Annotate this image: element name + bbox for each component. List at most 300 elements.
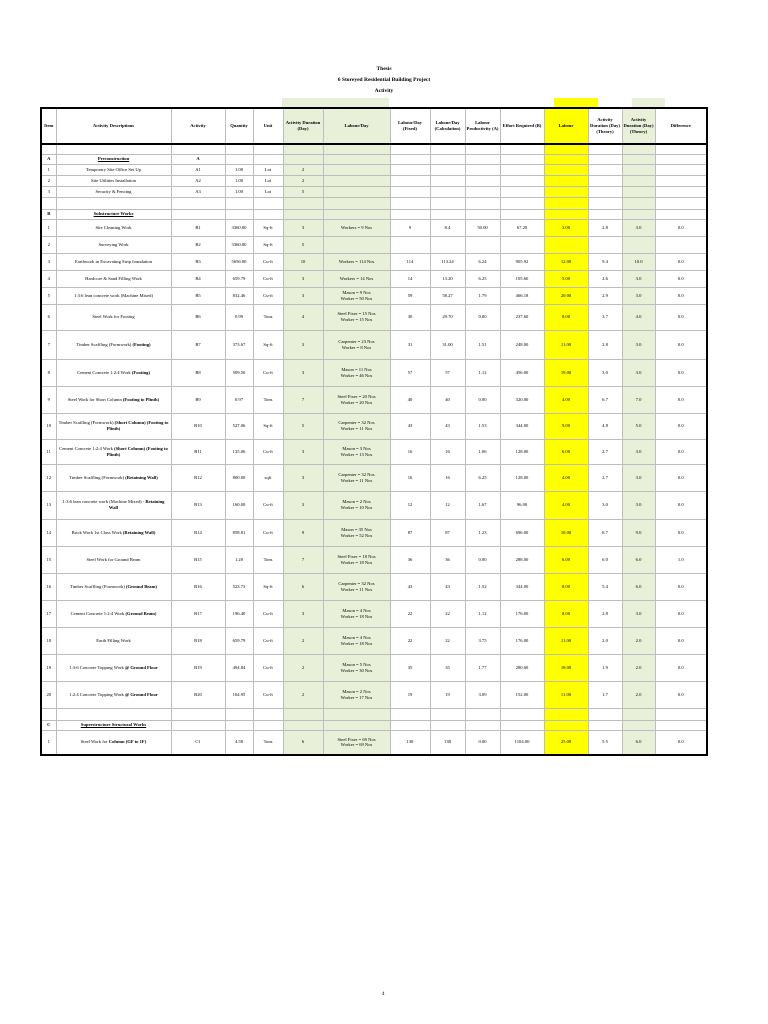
cell-duration-theory-1: 2.0 <box>588 627 622 654</box>
cell-item: 12 <box>41 464 56 491</box>
cell-description: Timber Scaffling (Formwork) (Footing) <box>56 330 171 359</box>
cell-difference: 0.0 <box>655 270 707 287</box>
cell-difference <box>655 197 707 209</box>
doc-title: Thesis <box>376 66 392 72</box>
cell-duration-theory-2: 3.0 <box>622 287 655 304</box>
cell-duration: 2 <box>283 654 323 681</box>
cell-activity <box>171 144 225 154</box>
section-row <box>41 720 707 730</box>
cell-quantity: 509.50 <box>225 359 253 386</box>
cell-labour-day <box>323 186 390 197</box>
cell-unit: Lot <box>253 164 283 175</box>
cell-productivity <box>465 708 500 720</box>
cell-labour: 3.00 <box>544 219 588 236</box>
cell-labour-day: Workers = 9 Nos <box>323 219 390 236</box>
cell-labour-day: Mason = 4 Nos Worker = 18 Nos <box>323 627 390 654</box>
cell-effort <box>500 708 544 720</box>
cell-labour-calc <box>430 164 465 175</box>
doc-subtitle: 6 Storeyed Residential Building Project <box>337 77 431 83</box>
cell-labour-fixed: 12 <box>390 491 430 519</box>
cell-labour <box>544 720 588 730</box>
cell-duration-theory-2 <box>622 164 655 175</box>
activity-table <box>40 107 708 756</box>
cell-productivity <box>465 154 500 164</box>
cell-activity: B12 <box>171 464 225 491</box>
cell-labour-day: Mason = 5 Nos Worker = 30 Nos <box>323 654 390 681</box>
cell-difference: 1.0 <box>655 546 707 573</box>
cell-labour-calc: 16 <box>430 439 465 464</box>
cell-labour-fixed: 35 <box>390 654 430 681</box>
cell-duration-theory-2: 3.0 <box>622 219 655 236</box>
cell-description: Surveying Work <box>56 236 171 253</box>
cell-difference: 0.0 <box>655 219 707 236</box>
cell-duration-theory-1 <box>588 236 622 253</box>
cell-activity: B11 <box>171 439 225 464</box>
cell-duration-theory-1 <box>588 708 622 720</box>
cell-productivity: 1.23 <box>465 519 500 546</box>
cell-activity: B18 <box>171 627 225 654</box>
cell-labour-fixed <box>390 197 430 209</box>
cell-duration-theory-2: 3.0 <box>622 600 655 627</box>
cell-duration: 3 <box>283 330 323 359</box>
cell-activity: A1 <box>171 164 225 175</box>
cell-description: 1:3:6 lean concrete work (Machine Mixed) - Retaining Wall <box>56 491 171 519</box>
cell-unit: Tons <box>253 304 283 330</box>
table-header-row <box>41 108 707 144</box>
cell-unit <box>253 708 283 720</box>
cell-item: 20 <box>41 681 56 708</box>
cell-quantity: 527.06 <box>225 413 253 439</box>
table-row <box>41 681 707 708</box>
cell-duration-theory-2: 2.0 <box>622 681 655 708</box>
cell-productivity: 0.00 <box>465 386 500 413</box>
cell-quantity: 1.20 <box>225 546 253 573</box>
cell-duration: 2 <box>283 164 323 175</box>
cell-difference: 0.0 <box>655 464 707 491</box>
cell-item: 1 <box>41 219 56 236</box>
cell-unit <box>253 720 283 730</box>
cell-productivity: 1.53 <box>465 413 500 439</box>
cell-labour-fixed: 19 <box>390 681 430 708</box>
cell-activity: B16 <box>171 573 225 600</box>
cell-difference: 0.0 <box>655 413 707 439</box>
cell-duration-theory-2: 3.0 <box>622 270 655 287</box>
cell-activity: B3 <box>171 253 225 270</box>
cell-quantity <box>225 720 253 730</box>
cell-item: 4 <box>41 270 56 287</box>
cell-labour-day <box>323 209 390 219</box>
cell-description <box>56 144 171 154</box>
cell-item <box>41 197 56 209</box>
cell-labour-fixed: 57 <box>390 359 430 386</box>
cell-description: Timber Scaffling (Formwork) (Ground Beam) <box>56 573 171 600</box>
cell-labour-calc: 8.4 <box>430 219 465 236</box>
cell-labour <box>544 186 588 197</box>
cell-duration: 7 <box>283 546 323 573</box>
cell-labour: 5.00 <box>544 270 588 287</box>
cell-quantity: 0.99 <box>225 304 253 330</box>
cell-activity: B10 <box>171 413 225 439</box>
table-row <box>41 219 707 236</box>
cell-activity: B14 <box>171 519 225 546</box>
cell-productivity: 6.25 <box>465 464 500 491</box>
cell-productivity: 1.06 <box>465 439 500 464</box>
cell-productivity: 1.12 <box>465 359 500 386</box>
cell-duration: 5 <box>283 186 323 197</box>
cell-unit: Sq-ft <box>253 413 283 439</box>
cell-item: 14 <box>41 519 56 546</box>
cell-duration: 9 <box>283 519 323 546</box>
cell-quantity <box>225 209 253 219</box>
cell-description: Steel Work for Footing <box>56 304 171 330</box>
cell-item: 13 <box>41 491 56 519</box>
table-row <box>41 386 707 413</box>
cell-duration-theory-1 <box>588 186 622 197</box>
cell-unit <box>253 209 283 219</box>
header-labour-day: Labour/Day <box>323 108 390 144</box>
table-row <box>41 546 707 573</box>
cell-unit: Tons <box>253 386 283 413</box>
cell-labour-day <box>323 236 390 253</box>
cell-description: Substructure Works <box>56 209 171 219</box>
cell-duration: 3 <box>283 439 323 464</box>
cell-effort: 344.00 <box>500 573 544 600</box>
cell-labour: 19.00 <box>544 359 588 386</box>
cell-duration-theory-2: 3.0 <box>622 330 655 359</box>
cell-activity <box>171 209 225 219</box>
cell-quantity: 832.46 <box>225 287 253 304</box>
cell-labour-day: Mason = 4 Nos Worker = 18 Nos <box>323 600 390 627</box>
header-duration-theory-1: Activity Duration (Day) (Theory) <box>588 108 622 144</box>
cell-duration: 3 <box>283 359 323 386</box>
cell-duration-theory-2: 4.0 <box>622 304 655 330</box>
table-row <box>41 627 707 654</box>
cell-labour-fixed: 36 <box>390 546 430 573</box>
cell-duration-theory-2: 5.0 <box>622 413 655 439</box>
cell-difference <box>655 209 707 219</box>
cell-activity: B2 <box>171 236 225 253</box>
page-number: 4 <box>382 992 385 997</box>
cell-effort <box>500 186 544 197</box>
cell-difference: 0.0 <box>655 439 707 464</box>
cell-difference: 0.0 <box>655 681 707 708</box>
cell-productivity <box>465 186 500 197</box>
cell-labour-day <box>323 720 390 730</box>
cell-unit: Cu-ft <box>253 600 283 627</box>
cell-description: Preconstruction <box>56 154 171 164</box>
section-row <box>41 154 707 164</box>
cell-difference <box>655 708 707 720</box>
header-item: Item <box>41 108 56 144</box>
cell-productivity <box>465 164 500 175</box>
cell-duration-theory-2: 7.0 <box>622 386 655 413</box>
cell-labour-calc <box>430 236 465 253</box>
cell-effort <box>500 720 544 730</box>
cell-duration-theory-1: 6.7 <box>588 386 622 413</box>
cell-unit: Tons <box>253 546 283 573</box>
table-row <box>41 413 707 439</box>
cell-labour-day <box>323 175 390 186</box>
cell-labour-fixed: 31 <box>390 330 430 359</box>
cell-productivity: 0.00 <box>465 546 500 573</box>
table-body <box>41 144 707 755</box>
cell-description: Earth Filling Work <box>56 627 171 654</box>
cell-quantity: 659.79 <box>225 627 253 654</box>
cell-labour-fixed: 40 <box>390 386 430 413</box>
cell-productivity: 3.09 <box>465 681 500 708</box>
cell-quantity: 164.95 <box>225 681 253 708</box>
cell-productivity <box>465 720 500 730</box>
cell-duration-theory-1: 1.9 <box>588 654 622 681</box>
cell-duration: 3 <box>283 219 323 236</box>
cell-duration: 7 <box>283 386 323 413</box>
cell-labour-day <box>323 144 390 154</box>
doc-sheet-name: Activity <box>374 88 394 94</box>
cell-item: 7 <box>41 330 56 359</box>
cell-duration: 5 <box>283 413 323 439</box>
cell-effort <box>500 197 544 209</box>
cell-duration-theory-2 <box>622 708 655 720</box>
cell-productivity <box>465 197 500 209</box>
cell-activity: B13 <box>171 491 225 519</box>
table-row <box>41 359 707 386</box>
cell-duration: 2 <box>283 627 323 654</box>
cell-duration: 2 <box>283 681 323 708</box>
cell-labour-fixed: 87 <box>390 519 430 546</box>
cell-labour-fixed <box>390 164 430 175</box>
cell-item: 9 <box>41 386 56 413</box>
cell-labour-day: Steel Fixer = 18 Nos Worker = 18 Nos <box>323 546 390 573</box>
cell-description: Site Utilities Installation <box>56 175 171 186</box>
cell-quantity: 523.73 <box>225 573 253 600</box>
cell-activity: B19 <box>171 654 225 681</box>
cell-unit: Cu-ft <box>253 654 283 681</box>
table-row <box>41 175 707 186</box>
cell-labour-calc: 16 <box>430 464 465 491</box>
cell-duration-theory-1 <box>588 144 622 154</box>
cell-difference: 0.0 <box>655 287 707 304</box>
cell-item: 17 <box>41 600 56 627</box>
cell-description: 1:3:6 lean concrete work (Machine Mixed) <box>56 287 171 304</box>
cell-duration-theory-1: 2.8 <box>588 330 622 359</box>
header-duration: Activity Duration (Day) <box>283 108 323 144</box>
cell-activity: B6 <box>171 304 225 330</box>
cell-unit: Sq-ft <box>253 236 283 253</box>
cell-labour-day: Steel Fixer = 69 Nos Worker = 69 Nos <box>323 730 390 755</box>
table-row <box>41 519 707 546</box>
cell-effort: 176.00 <box>500 600 544 627</box>
cell-duration-theory-2: 3.0 <box>622 439 655 464</box>
cell-productivity: 0.00 <box>465 304 500 330</box>
cell-item: 1 <box>41 730 56 755</box>
cell-description: Timber Scaffling (Formwork) (Short Column) (Footing to Plinth) <box>56 413 171 439</box>
cell-effort: 67.20 <box>500 219 544 236</box>
header-labour-calc: Labour/Day (Calculation) <box>430 108 465 144</box>
cell-effort: 248.00 <box>500 330 544 359</box>
cell-labour-day: Steel Fixer = 15 Nos Worker = 15 Nos <box>323 304 390 330</box>
cell-item <box>41 144 56 154</box>
cell-description <box>56 708 171 720</box>
cell-labour-calc <box>430 186 465 197</box>
cell-difference <box>655 164 707 175</box>
cell-productivity: 6.24 <box>465 253 500 270</box>
cell-item: 18 <box>41 627 56 654</box>
cell-labour-calc <box>430 175 465 186</box>
cell-unit: Cu-ft <box>253 270 283 287</box>
cell-labour-fixed <box>390 708 430 720</box>
cell-duration-theory-1 <box>588 164 622 175</box>
cell-labour-calc <box>430 209 465 219</box>
cell-duration-theory-2: 2.0 <box>622 627 655 654</box>
cell-item <box>41 708 56 720</box>
cell-unit: Lot <box>253 186 283 197</box>
table-row <box>41 164 707 175</box>
cell-effort: 128.00 <box>500 464 544 491</box>
cell-item: 15 <box>41 546 56 573</box>
cell-activity: B17 <box>171 600 225 627</box>
cell-duration-theory-2 <box>622 144 655 154</box>
cell-unit <box>253 154 283 164</box>
cell-duration: 10 <box>283 253 323 270</box>
cell-duration-theory-1: 4.8 <box>588 413 622 439</box>
cell-item: 16 <box>41 573 56 600</box>
cell-duration: 3 <box>283 600 323 627</box>
table-row <box>41 491 707 519</box>
cell-difference: 0.0 <box>655 600 707 627</box>
cell-labour-fixed: 16 <box>390 464 430 491</box>
cell-labour-fixed: 114 <box>390 253 430 270</box>
cell-activity: B5 <box>171 287 225 304</box>
cell-quantity: 1.00 <box>225 186 253 197</box>
cell-duration <box>283 144 323 154</box>
cell-quantity: 3360.00 <box>225 236 253 253</box>
cell-difference: 0.0 <box>655 730 707 755</box>
cell-quantity: 858.81 <box>225 519 253 546</box>
cell-productivity: 1.52 <box>465 573 500 600</box>
cell-effort: 105.60 <box>500 270 544 287</box>
cell-activity <box>171 708 225 720</box>
cell-description: Earthwork in Excavating Strip foundation <box>56 253 171 270</box>
cell-duration-theory-1: 5.4 <box>588 573 622 600</box>
cell-productivity: 6.25 <box>465 270 500 287</box>
cell-labour-fixed: 138 <box>390 730 430 755</box>
cell-labour: 11.00 <box>544 681 588 708</box>
cell-difference: 0.0 <box>655 519 707 546</box>
cell-duration-theory-1: 2.6 <box>588 270 622 287</box>
header-labour: Labour <box>544 108 588 144</box>
cell-duration-theory-1: 6.0 <box>588 546 622 573</box>
cell-labour-fixed <box>390 186 430 197</box>
cell-duration-theory-1: 2.8 <box>588 219 622 236</box>
table-row <box>41 654 707 681</box>
cell-labour-calc: 36 <box>430 546 465 573</box>
cell-activity: B7 <box>171 330 225 359</box>
cell-labour-calc <box>430 708 465 720</box>
cell-duration-theory-2: 3.0 <box>622 464 655 491</box>
cell-labour-day <box>323 197 390 209</box>
cell-duration <box>283 197 323 209</box>
cell-effort <box>500 236 544 253</box>
cell-item: 2 <box>41 236 56 253</box>
cell-difference: 0.0 <box>655 330 707 359</box>
cell-quantity: 0.97 <box>225 386 253 413</box>
cell-labour-fixed <box>390 175 430 186</box>
cell-labour-fixed <box>390 144 430 154</box>
cell-labour-calc: 13.20 <box>430 270 465 287</box>
cell-unit: Sq-ft <box>253 330 283 359</box>
header-quantity: Quantity <box>225 108 253 144</box>
cell-activity: A2 <box>171 175 225 186</box>
cell-duration-theory-1: 3.0 <box>588 491 622 519</box>
cell-duration-theory-2: 6.0 <box>622 730 655 755</box>
cell-duration-theory-1: 8.7 <box>588 519 622 546</box>
cell-labour: 11.00 <box>544 330 588 359</box>
cell-duration-theory-1: 2.8 <box>588 600 622 627</box>
cell-duration-theory-1: 2.7 <box>588 464 622 491</box>
cell-description: Security & Fencing <box>56 186 171 197</box>
cell-labour-fixed: 14 <box>390 270 430 287</box>
cell-labour-day: Mason = 9 Nos Worker = 50 Nos <box>323 287 390 304</box>
cell-labour <box>544 708 588 720</box>
cell-unit: Cu-ft <box>253 359 283 386</box>
cell-labour <box>544 197 588 209</box>
cell-quantity <box>225 144 253 154</box>
cell-labour-day: Carpenter = 32 Nos Worker = 11 Nos <box>323 413 390 439</box>
cell-difference: 0.0 <box>655 359 707 386</box>
cell-difference <box>655 154 707 164</box>
cell-item: A <box>41 154 56 164</box>
cell-duration-theory-2 <box>622 154 655 164</box>
cell-effort <box>500 154 544 164</box>
cell-duration-theory-2: 10.0 <box>622 253 655 270</box>
cell-activity: B9 <box>171 386 225 413</box>
cell-labour-fixed: 43 <box>390 413 430 439</box>
cell-labour-day: Carpenter = 32 Nos Worker = 11 Nos <box>323 573 390 600</box>
cell-duration-theory-1 <box>588 720 622 730</box>
cell-labour: 12.00 <box>544 253 588 270</box>
cell-quantity: 5656.00 <box>225 253 253 270</box>
cell-duration-theory-2: 6.0 <box>622 573 655 600</box>
cell-difference <box>655 236 707 253</box>
cell-duration-theory-1: 2.9 <box>588 287 622 304</box>
cell-activity: B1 <box>171 219 225 236</box>
cell-unit: sqft <box>253 464 283 491</box>
cell-item: 19 <box>41 654 56 681</box>
cell-duration: 4 <box>283 304 323 330</box>
cell-quantity: 4.58 <box>225 730 253 755</box>
cell-duration-theory-1: 9.4 <box>588 253 622 270</box>
cell-effort: 1104.00 <box>500 730 544 755</box>
cell-unit: Sq-ft <box>253 573 283 600</box>
cell-difference: 0.0 <box>655 627 707 654</box>
cell-labour: 8.00 <box>544 573 588 600</box>
table-row <box>41 573 707 600</box>
cell-difference <box>655 175 707 186</box>
cell-labour-fixed: 43 <box>390 573 430 600</box>
cell-labour-fixed: 9 <box>390 219 430 236</box>
cell-description <box>56 197 171 209</box>
cell-labour-calc: 43 <box>430 573 465 600</box>
header-difference: Difference <box>655 108 707 144</box>
cell-labour: 8.00 <box>544 304 588 330</box>
cell-labour-day: Steel Fixer = 20 Nos Worker = 20 Nos <box>323 386 390 413</box>
cell-unit: Cu-ft <box>253 491 283 519</box>
cell-quantity: 494.84 <box>225 654 253 681</box>
cell-duration: 3 <box>283 491 323 519</box>
cell-labour-calc: 113.24 <box>430 253 465 270</box>
cell-item: 3 <box>41 253 56 270</box>
cell-description: 1:3:6 Concrete Topping Work @ Ground Floor <box>56 654 171 681</box>
